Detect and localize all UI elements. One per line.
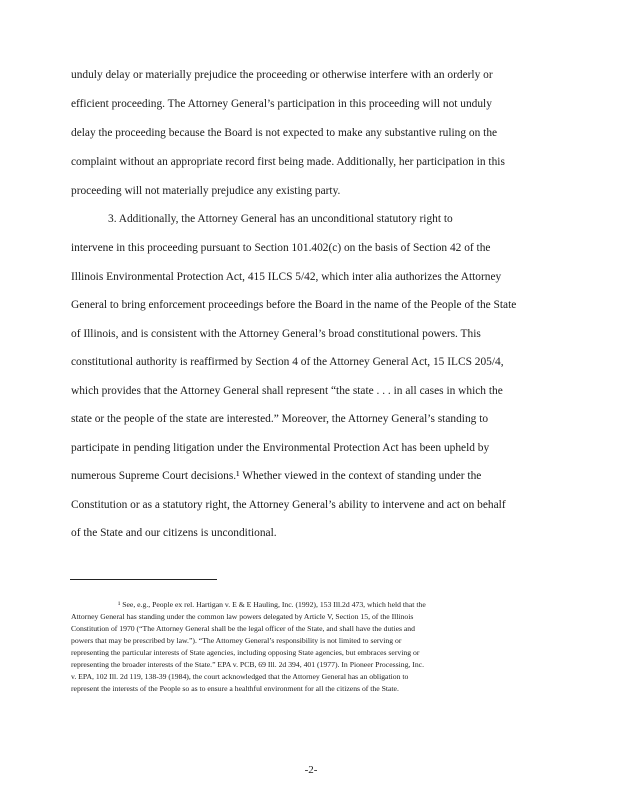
body-line: intervene in this proceeding pursuant to Section 101.402(c) on the basis of Section 42 of the	[71, 242, 491, 254]
footnote-line: representing the particular interests of State agencies, including opposing State agencies, but embraces serving or	[71, 648, 420, 657]
body-line: General to bring enforcement proceedings before the Board in the name of the People of the State	[71, 299, 517, 311]
body-line: numerous Supreme Court decisions.¹ Whether viewed in the context of standing under the	[71, 470, 482, 482]
body-line: complaint without an appropriate record first being made. Additionally, her participation in this	[71, 156, 505, 168]
body-line: participate in pending litigation under the Environmental Protection Act has been upheld by	[71, 442, 490, 454]
body-line: Constitution or as a statutory right, the Attorney General’s ability to intervene and act on behalf	[71, 499, 506, 511]
body-line: constitutional authority is reaffirmed by Section 4 of the Attorney General Act, 15 ILCS 205/4,	[71, 356, 504, 368]
footnote-line: represent the interests of the People so as to ensure a healthful environment for all the citizens of the State.	[71, 684, 399, 693]
body-line: state or the people of the state are interested.” Moreover, the Attorney General’s standing to	[71, 413, 489, 425]
body-line: Illinois Environmental Protection Act, 415 ILCS 5/42, which inter alia authorizes the Attorney	[71, 271, 502, 283]
body-line: efficient proceeding. The Attorney General’s participation in this proceeding will not unduly	[71, 98, 492, 110]
page-number: -2-	[304, 764, 318, 776]
body-line: delay the proceeding because the Board is not expected to make any substantive ruling on the	[71, 127, 498, 139]
body-line: 3. Additionally, the Attorney General has an unconditional statutory right to	[108, 213, 453, 225]
footnote-divider	[70, 579, 217, 580]
footnote-line: powers that may be prescribed by law.”). “The Attorney General’s responsibility is not limited to serving or	[71, 636, 402, 645]
body-line: of Illinois, and is consistent with the Attorney General’s broad constitutional powers. This	[71, 328, 481, 340]
footnote-line: Constitution of 1970 (“The Attorney General shall be the legal officer of the State, and shall have the duties and	[71, 624, 415, 633]
body-line: unduly delay or materially prejudice the proceeding or otherwise interfere with an orderly or	[71, 69, 493, 81]
footnote-line: ¹ See, e.g., People ex rel. Hartigan v. E & E Hauling, Inc. (1992), 153 Ill.2d 473, which held that the	[118, 600, 426, 609]
body-line: proceeding will not materially prejudice any existing party.	[71, 185, 341, 197]
body-line: which provides that the Attorney General shall represent “the state . . . in all cases in which the	[71, 385, 503, 397]
body-line: of the State and our citizens is unconditional.	[71, 527, 277, 539]
footnote-line: representing the broader interests of the State.” EPA v. PCB, 69 Ill. 2d 394, 401 (1977). In Pioneer Processing, Inc.	[71, 660, 424, 669]
footnote-line: v. EPA, 102 Ill. 2d 119, 138-39 (1984), the court acknowledged that the Attorney General has an obligation to	[71, 672, 409, 681]
footnote-line: Attorney General has standing under the common law powers delegated by Article V, Section 15, of the Illinois	[71, 612, 414, 621]
